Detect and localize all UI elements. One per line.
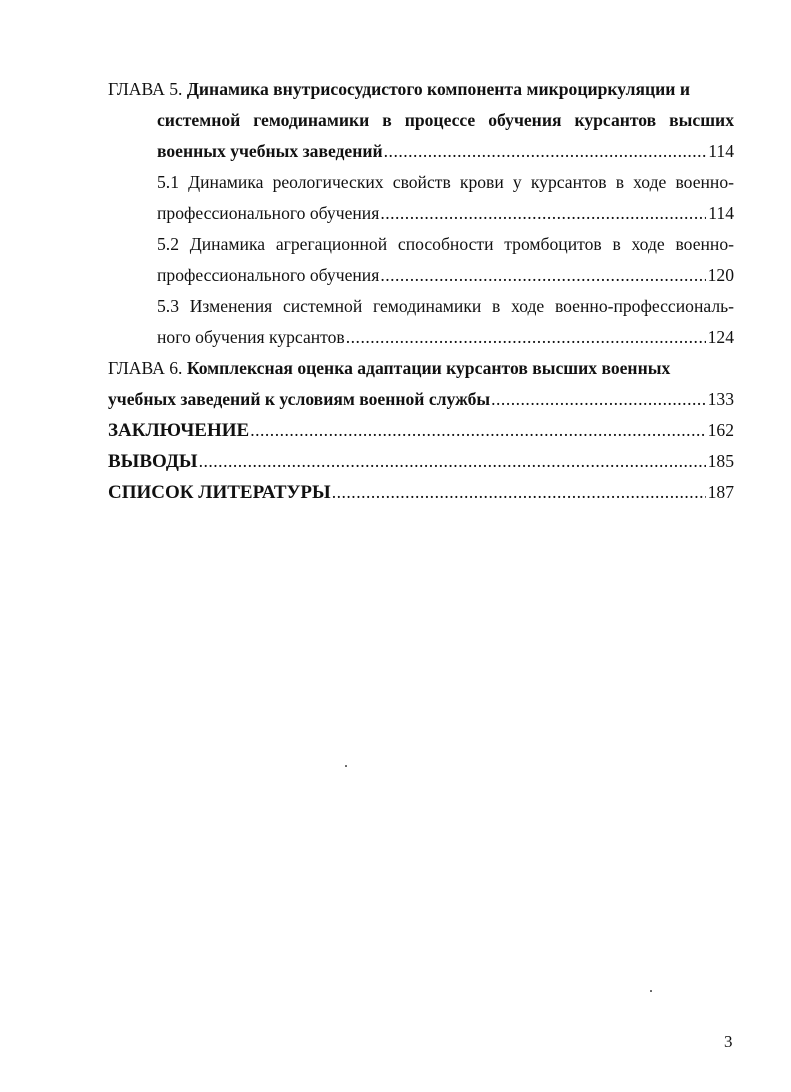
toc-section-5-2-line-1: 5.2 Динамика агрегационной способности тромбоцитов в ходе военно-	[157, 234, 734, 254]
toc-chapter-6-prefix: ГЛАВА 6.	[108, 358, 187, 378]
toc-leader-dots	[199, 446, 706, 477]
toc-section-5-3-page: 124	[707, 327, 734, 347]
toc-chapter-6-line-2	[108, 384, 734, 415]
toc-section-5-2-line-2	[157, 260, 734, 291]
toc-chapter-6-title-2: учебных заведений к условиям военной службы	[108, 389, 491, 409]
toc-leader-dots	[346, 322, 706, 353]
toc-references-page: 187	[707, 482, 734, 502]
toc-findings-page: 185	[707, 451, 734, 471]
toc-references-title: СПИСОК ЛИТЕРАТУРЫ	[108, 482, 331, 503]
toc-section-5-1-line-2	[157, 198, 734, 229]
toc-chapter-5-line-3	[157, 136, 734, 167]
toc-section-5-1-title-2: профессионального обучения	[157, 203, 380, 223]
toc-leader-dots	[380, 198, 706, 229]
scan-speck	[345, 765, 347, 767]
toc-section-5-1-line-1: 5.1 Динамика реологических свойств крови у курсантов в ходе военно-	[157, 172, 734, 192]
toc-chapter-5-line-2: системной гемодинамики в процессе обучения курсантов высших	[157, 110, 734, 130]
table-of-contents	[108, 74, 734, 508]
toc-section-5-3-line-1: 5.3 Изменения системной гемодинамики в ходе военно-профессиональ-	[157, 296, 734, 316]
toc-chapter-5-page: 114	[708, 141, 734, 161]
toc-leader-dots	[332, 477, 706, 508]
toc-conclusion-title: ЗАКЛЮЧЕНИЕ	[108, 420, 250, 441]
toc-findings	[108, 446, 734, 477]
toc-leader-dots	[384, 136, 707, 167]
toc-leader-dots	[491, 384, 705, 415]
toc-conclusion	[108, 415, 734, 446]
toc-chapter-5-title-3: военных учебных заведений	[157, 141, 383, 161]
toc-section-5-2-title-2: профессионального обучения	[157, 265, 380, 285]
toc-section-5-1-page: 114	[708, 203, 734, 223]
toc-section-5-3-line-2	[157, 322, 734, 353]
toc-leader-dots	[380, 260, 705, 291]
toc-chapter-6-page: 133	[707, 389, 734, 409]
toc-section-5-3-title-2: ного обучения курсантов	[157, 327, 345, 347]
toc-conclusion-page: 162	[707, 420, 734, 440]
toc-chapter-5-line-1	[108, 74, 734, 105]
toc-chapter-5-title-1: Динамика внутрисосудистого компонента микроциркуляции и	[186, 79, 690, 99]
toc-findings-title: ВЫВОДЫ	[108, 451, 198, 472]
toc-chapter-6-title-1: Комплексная оценка адаптации курсантов высших военных	[186, 358, 671, 378]
toc-references	[108, 477, 734, 508]
scan-speck	[650, 990, 652, 992]
toc-section-5-2-page: 120	[707, 265, 734, 285]
toc-leader-dots	[250, 415, 705, 446]
toc-chapter-6-line-1	[108, 353, 734, 384]
toc-chapter-5-prefix: ГЛАВА 5.	[108, 79, 187, 99]
page-number: 3	[724, 1032, 733, 1051]
